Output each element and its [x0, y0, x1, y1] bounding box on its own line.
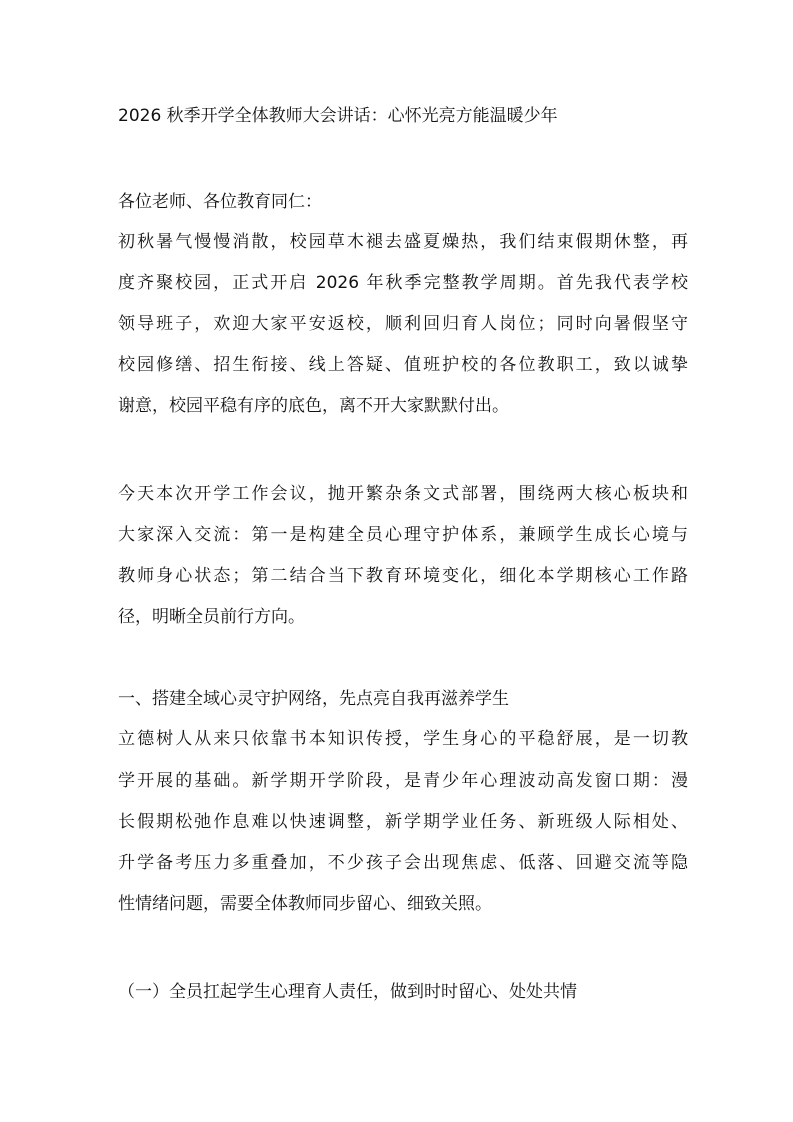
paragraph-1-line: 校园修缮、招生衔接、线上答疑、值班护校的各位教职工，致以诚挚 — [118, 355, 688, 375]
paragraph-1-line: 领导班子，欢迎大家平安返校，顺利回归育人岗位；同时向暑假坚守 — [118, 314, 688, 334]
paragraph-1-line: 谢意，校园平稳有序的底色，离不开大家默默付出。 — [118, 396, 509, 416]
paragraph-3-line: 性情绪问题，需要全体教师同步留心、细致关照。 — [118, 894, 492, 914]
paragraph-2-line: 教师身心状态；第二结合当下教育环境变化，细化本学期核心工作路 — [118, 566, 688, 586]
paragraph-1-line: 初秋暑气慢慢消散，校园草木褪去盛夏燥热，我们结束假期休整，再 — [118, 232, 688, 252]
salutation: 各位老师、各位教育同仁： — [118, 192, 322, 212]
paragraph-2-line: 径，明晰全员前行方向。 — [118, 607, 305, 627]
paragraph-3-line: 立德树人从来只依靠书本知识传授，学生身心的平稳舒展，是一切教 — [118, 729, 688, 749]
subsection-1-heading: （一）全员扛起学生心理育人责任，做到时时留心、处处共情 — [118, 982, 577, 1002]
document-title: 2026 秋季开学全体教师大会讲话：心怀光亮方能温暖少年 — [118, 106, 558, 126]
paragraph-3-line: 长假期松弛作息难以快速调整，新学期学业任务、新班级人际相处、 — [118, 812, 688, 832]
paragraph-3-line: 升学备考压力多重叠加，不少孩子会出现焦虑、低落、回避交流等隐 — [118, 853, 688, 873]
paragraph-2-line: 大家深入交流：第一是构建全员心理守护体系，兼顾学生成长心境与 — [118, 525, 688, 545]
paragraph-1-line: 度齐聚校园，正式开启 2026 年秋季完整教学周期。首先我代表学校 — [118, 273, 688, 293]
paragraph-3-line: 学开展的基础。新学期开学阶段，是青少年心理波动高发窗口期：漫 — [118, 771, 688, 791]
paragraph-2-line: 今天本次开学工作会议，抛开繁杂条文式部署，围绕两大核心板块和 — [118, 484, 688, 504]
section-1-heading: 一、搭建全域心灵守护网络，先点亮自我再滋养学生 — [118, 689, 509, 709]
